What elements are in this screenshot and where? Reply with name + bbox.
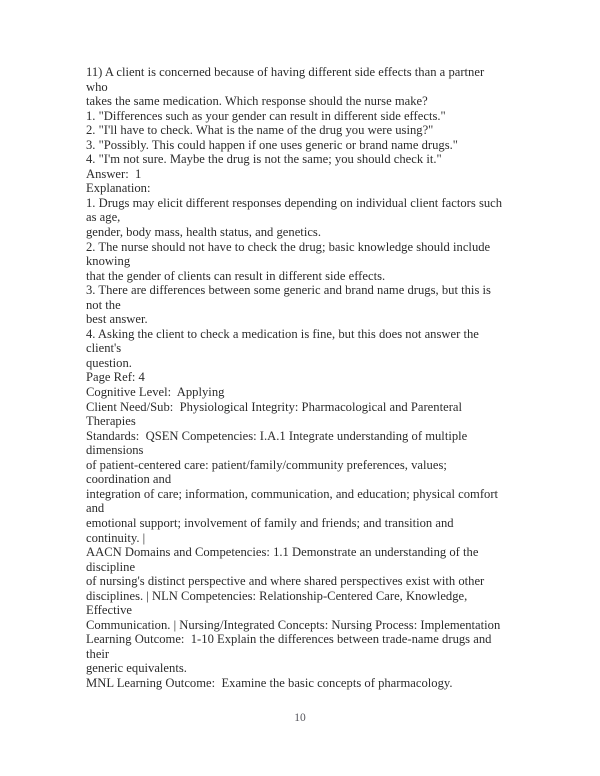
- body-line: disciplines. | NLN Competencies: Relationship-Centered Care, Knowledge, Effective: [86, 588, 471, 618]
- body-line: that the gender of clients can result in different side effects.: [86, 268, 386, 283]
- question-block: [86, 65, 508, 691]
- body-line: 3. There are differences between some generic and brand name drugs, but this is not the: [86, 283, 495, 312]
- body-line: gender, body mass, health status, and genetics.: [86, 225, 321, 240]
- body-line: integration of care; information, communication, and education; physical comfort and: [86, 486, 502, 516]
- body-line: Client Need/Sub: Physiological Integrity: Pharmacological and Parenteral Therapies: [86, 399, 465, 429]
- body-line: 2. The nurse should not have to check the drug; basic knowledge should include knowing: [86, 239, 494, 269]
- body-line: Learning Outcome: 1-10 Explain the differences between trade-name drugs and their: [86, 632, 495, 661]
- body-line: Explanation:: [86, 181, 151, 196]
- body-line: Communication. | Nursing/Integrated Concepts: Nursing Process: Implementation: [86, 617, 501, 632]
- body-line: 1. Drugs may elicit different responses depending on individual client factors such as age,: [86, 195, 506, 225]
- body-line: of nursing's distinct perspective and where shared perspectives exist with other: [86, 574, 485, 589]
- body-line: MNL Learning Outcome: Examine the basic concepts of pharmacology.: [86, 675, 453, 690]
- body-line: 3. "Possibly. This could happen if one uses generic or brand name drugs.": [86, 137, 458, 152]
- body-line: 2. "I'll have to check. What is the name of the drug you were using?": [86, 123, 434, 138]
- body-line: question.: [86, 355, 132, 370]
- body-line: Standards: QSEN Competencies: I.A.1 Integrate understanding of multiple dimensions: [86, 428, 471, 458]
- body-line: Cognitive Level: Applying: [86, 385, 225, 400]
- body-line: AACN Domains and Competencies: 1.1 Demonstrate an understanding of the discipline: [86, 545, 482, 574]
- body-line: Page Ref: 4: [86, 370, 145, 385]
- body-line: 4. Asking the client to check a medication is fine, but this does not answer the client's: [86, 326, 483, 356]
- page-body-text: [86, 65, 508, 691]
- body-line: generic equivalents.: [86, 661, 187, 676]
- body-line: of patient-centered care: patient/family/community preferences, values; coordination and: [86, 457, 451, 487]
- body-line: best answer.: [86, 312, 148, 327]
- body-line: 11) A client is concerned because of having different side effects than a partner who: [86, 65, 488, 94]
- body-line: 1. "Differences such as your gender can result in different side effects.": [86, 108, 446, 123]
- page-number: 10: [294, 712, 306, 724]
- body-line: 4. "I'm not sure. Maybe the drug is not the same; you should check it.": [86, 152, 442, 167]
- body-line: takes the same medication. Which response should the nurse make?: [86, 94, 428, 109]
- body-line: Answer: 1: [86, 166, 142, 181]
- body-line: emotional support; involvement of family and friends; and transition and continuity. |: [86, 515, 457, 545]
